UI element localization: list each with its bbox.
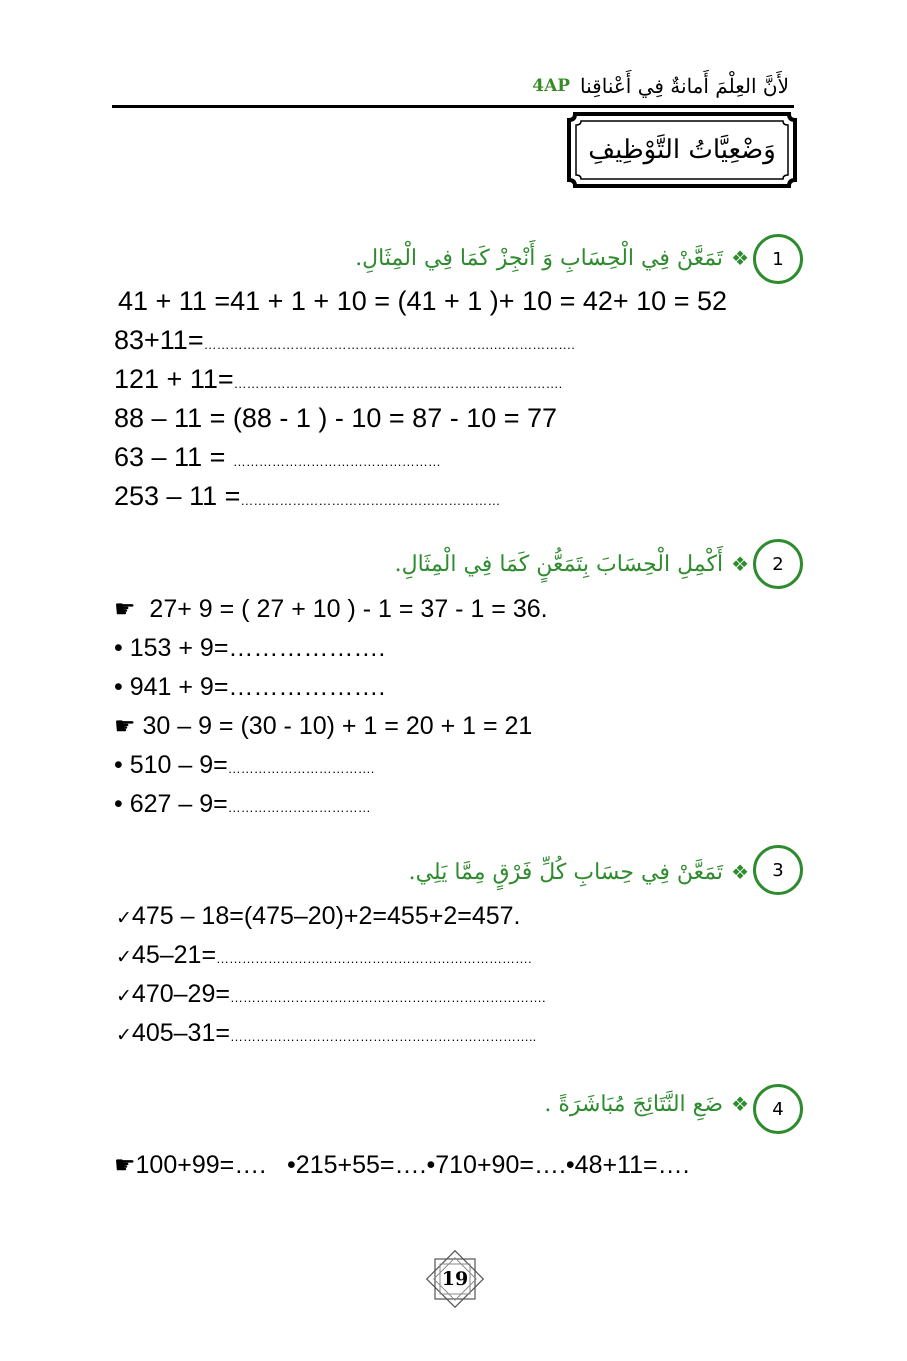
line-text: 627 – 9= [129, 790, 228, 818]
line-text: 63 – 11 = [114, 442, 233, 472]
example-line: 88 – 11 = (88 - 1 ) - 10 = 87 - 10 = 77 [114, 403, 558, 433]
bullet-dot-icon: • [565, 1151, 575, 1179]
check-mark-icon: ✓ [116, 908, 132, 929]
exercise-instruction-1 [355, 238, 749, 278]
exercise-number-4: 4 [753, 1084, 803, 1134]
exercise-number-3: 3 [753, 845, 803, 895]
check-mark-icon: ✓ [116, 986, 132, 1007]
exercise-instruction-2 [395, 544, 749, 584]
line-text: 475 – 18=(475–20)+2=455+2=457. [131, 902, 521, 930]
example-line [116, 902, 520, 931]
page-number-badge [420, 1244, 490, 1314]
four-diamond-icon: ❖ [731, 552, 749, 576]
exercise-line [114, 364, 562, 395]
line-text: 215+55=…. [295, 1151, 427, 1179]
line-text: 100+99=…. [135, 1151, 267, 1179]
exercise-line [114, 325, 575, 356]
line-text: 27+ 9 = ( 27 + 10 ) - 1 = 37 - 1 = 36. [149, 595, 548, 623]
line-text: 121 + 11= [114, 364, 234, 394]
answer-blank[interactable]: …………………………………………………… [240, 493, 501, 508]
page-header [532, 68, 789, 104]
instruction-text: أَكْمِلِ الْحِسَابَ بِتَمَعُّنٍ كَمَا فِي الْمِثَالِ. [394, 551, 724, 577]
pointing-hand-icon: ☛ [114, 713, 136, 740]
answer-blank[interactable]: …………………………………………………………………. [233, 376, 563, 391]
bullet-dot-icon: • [114, 751, 123, 779]
four-diamond-icon: ❖ [731, 1092, 749, 1116]
line-text: 470–29= [131, 980, 230, 1008]
exercise-line [114, 790, 371, 819]
page-title: وَضْعِيَّاتُ التَّوْظِيفِ [588, 135, 776, 165]
answer-blank[interactable]: ………………………………………………………….………………. [203, 337, 575, 352]
bullet-dot-icon: • [426, 1151, 436, 1179]
header-motto: لأَنَّ العِلْمَ أَمانةٌ فِي أَعْناقِنا [580, 74, 789, 98]
exercise-line [114, 673, 385, 702]
line-text: 405–31= [131, 1019, 230, 1047]
header-level: 4AP [532, 76, 571, 96]
exercise-line [114, 442, 441, 473]
bullet-dot-icon: • [287, 1151, 296, 1179]
pointing-hand-icon: ☛ [114, 596, 136, 623]
exercise-line [116, 1019, 536, 1048]
answer-blank[interactable]: ……………………………. [227, 761, 375, 776]
direct-results-line [114, 1151, 690, 1180]
pointing-hand-icon: ☛ [114, 1152, 136, 1179]
line-text: 30 – 9 = (30 - 10) + 1 = 20 + 1 = 21 [142, 712, 533, 740]
bullet-dot-icon: • [114, 790, 123, 818]
title-frame [567, 112, 797, 188]
answer-blank[interactable]: ………………………………………………………………. [229, 990, 546, 1005]
bullet-dot-icon: • [114, 673, 123, 701]
line-text: 153 + 9=………………. [129, 634, 386, 662]
line-text: 253 – 11 = [114, 481, 241, 511]
answer-blank[interactable]: …………………………… [227, 800, 371, 815]
exercise-instruction-4 [544, 1084, 749, 1124]
instruction-text: ضَعِ النَّتَائِجَ مُبَاشَرَةً . [544, 1091, 724, 1117]
answer-blank[interactable]: ………………………………………… [232, 454, 441, 469]
exercise-number-2: 2 [753, 539, 803, 589]
check-mark-icon: ✓ [116, 947, 132, 968]
example-line [114, 595, 548, 624]
page-number: 19 [441, 1268, 469, 1290]
check-mark-icon: ✓ [116, 1025, 132, 1046]
line-text: 510 – 9= [129, 751, 228, 779]
instruction-text: تَمَعَّنْ فِي حِسَابِ كُلِّ فَرْقٍ مِمَّا يَلِي. [408, 859, 724, 885]
four-diamond-icon: ❖ [731, 860, 749, 884]
four-diamond-icon: ❖ [731, 246, 749, 270]
example-line [114, 712, 532, 741]
line-text: 83+11= [114, 325, 204, 355]
exercise-line [114, 751, 374, 780]
exercise-line [116, 980, 546, 1009]
exercise-line [114, 634, 385, 663]
exercise-line [116, 941, 532, 970]
line-text: 45–21= [131, 941, 217, 969]
example-line: 41 + 11 =41 + 1 + 10 = (41 + 1 )+ 10 = 42+ 10 = 52 [118, 286, 728, 316]
exercise-number-1: 1 [753, 234, 803, 284]
line-text: 710+90=…. [435, 1151, 566, 1179]
answer-blank[interactable]: …………………………………………………………….. [229, 1029, 537, 1044]
exercise-line [114, 481, 500, 512]
answer-blank[interactable]: ………………………………………………………………. [216, 951, 532, 966]
exercise-instruction-3 [409, 852, 749, 892]
line-text: 48+11=…. [574, 1151, 690, 1179]
instruction-text: تَمَعَّنْ فِي الْحِسَابِ وَ أَنْجِزْ كَمَا فِي الْمِثَالِ. [355, 245, 724, 271]
header-divider [112, 105, 794, 108]
line-text: 941 + 9=………………. [129, 673, 386, 701]
bullet-dot-icon: • [114, 634, 123, 662]
